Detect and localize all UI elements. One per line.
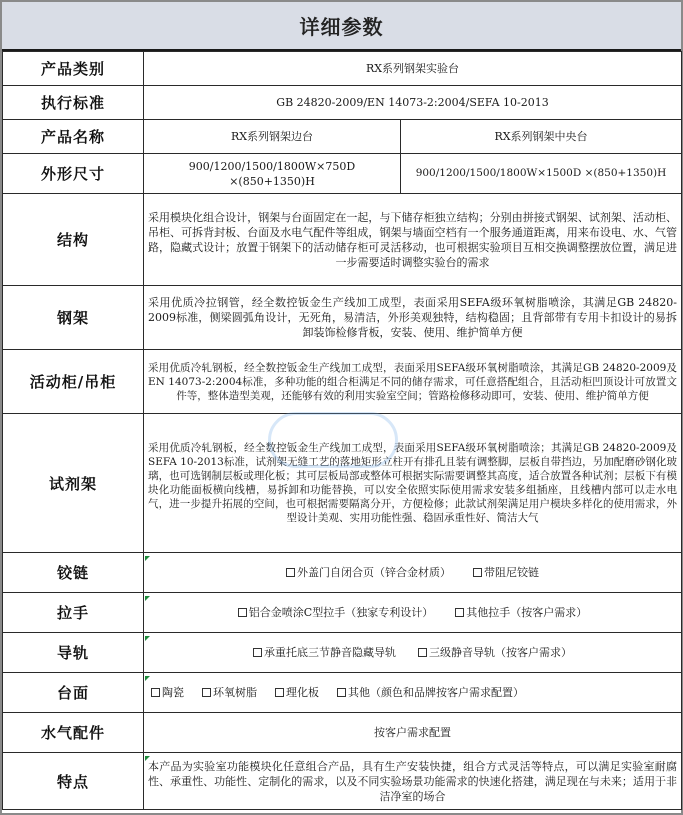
option-other-top[interactable]: 其他（颜色和品牌按客户需求配置） [337, 685, 524, 700]
checkbox-icon[interactable] [253, 648, 262, 657]
value-name-side: RX系列钢架边台 [144, 120, 401, 154]
checkbox-icon[interactable] [275, 688, 284, 697]
row-cabinet [3, 350, 682, 414]
corner-marker [145, 676, 150, 681]
label-countertop: 台面 [3, 673, 144, 713]
corner-marker [145, 596, 150, 601]
label-reagent-rack: 试剂架 [3, 414, 144, 553]
corner-marker [145, 636, 150, 641]
row-category [3, 52, 682, 86]
checkbox-icon[interactable] [337, 688, 346, 697]
label-structure: 结构 [3, 194, 144, 286]
corner-marker [145, 756, 150, 761]
row-handle [3, 593, 682, 633]
checkbox-icon[interactable] [202, 688, 211, 697]
row-rail [3, 633, 682, 673]
value-dimensions-side: 900/1200/1500/1800W×750D ×(850+1350)H [144, 154, 401, 194]
value-category: RX系列钢架实验台 [144, 52, 682, 86]
value-name-center: RX系列钢架中央台 [401, 120, 682, 154]
value-handle [144, 593, 682, 633]
option-phenolic[interactable]: 理化板 [275, 685, 319, 700]
checkbox-icon[interactable] [418, 648, 427, 657]
label-category: 产品类别 [3, 52, 144, 86]
label-handle: 拉手 [3, 593, 144, 633]
value-features: 本产品为实验室功能模块化任意组合产品，具有生产安装快捷，组合方式灵活等特点，可以满足实验室耐腐性、承重性、功能性、定制化的需求，以及不同实验场景功能需求的快速化搭建，满足现在与未来；适用于非洁净室的场合 [144, 753, 682, 810]
checkbox-icon[interactable] [473, 568, 482, 577]
row-hinge [3, 553, 682, 593]
label-name: 产品名称 [3, 120, 144, 154]
row-standard [3, 86, 682, 120]
row-name [3, 120, 682, 154]
row-fittings [3, 713, 682, 753]
option-hidden-rail[interactable]: 承重托底三节静音隐藏导轨 [253, 645, 396, 660]
option-damper-hinge[interactable]: 带阻尼铰链 [473, 565, 539, 580]
label-steel-frame: 钢架 [3, 286, 144, 350]
label-cabinet: 活动柜/吊柜 [3, 350, 144, 414]
value-countertop [144, 673, 682, 713]
label-standard: 执行标准 [3, 86, 144, 120]
label-hinge: 铰链 [3, 553, 144, 593]
option-ceramic[interactable]: 陶瓷 [151, 685, 184, 700]
value-rail [144, 633, 682, 673]
row-features [3, 753, 682, 810]
value-dimensions-center: 900/1200/1500/1800W×1500D ×(850+1350)H [401, 154, 682, 194]
value-cabinet: 采用优质冷轧钢板，经全数控钣金生产线加工成型，表面采用SEFA级环氧树脂喷涂，其满足GB 24820-2009及EN 14073-2:2004标准，多种功能的组合柜满足不同的储存需求，可任意搭配组合，且活动柜凹顶设计可放置文件等，整体造型美观，还能够有效的利用实验室空间；管路检修移动即可，安装、使用、维护简单方便 [144, 350, 682, 414]
value-hinge [144, 553, 682, 593]
value-standard: GB 24820-2009/EN 14073-2:2004/SEFA 10-2013 [144, 86, 682, 120]
spec-table [2, 51, 682, 810]
checkbox-icon[interactable] [286, 568, 295, 577]
value-reagent-rack: 采用优质冷轧钢板，经全数控钣金生产线加工成型，表面采用SEFA级环氧树脂喷涂；其满足GB 24820-2009及SEFA 10-2013标准，试剂架无缝工艺的落地矩形立柱开有排孔且装有调整脚，层板自带挡边，另加配磨砂钢化玻璃，也可选钢制层板或理化板；其可层板局部或整体可根据实际需要调整其高度，适合放置各种试剂；层板下有模块化功能面板横向线槽，易拆卸和功能替换，可以安全依照实际使用需求安装多组插座，且线槽内部可以走水电气，进一步提升拓展的空间，也可根据需要隔离分开，方便检修；此款试剂架满足用户模块多样化的使用需求，外型设计美观、实用功能性强、稳固承重性好、简洁大气 [144, 414, 682, 553]
corner-marker [145, 556, 150, 561]
row-steel-frame [3, 286, 682, 350]
row-structure [3, 194, 682, 286]
option-self-closing-hinge[interactable]: 外盖门自闭合页（锌合金材质） [286, 565, 451, 580]
checkbox-icon[interactable] [151, 688, 160, 697]
label-dimensions: 外形尺寸 [3, 154, 144, 194]
checkbox-icon[interactable] [455, 608, 464, 617]
option-silent-rail[interactable]: 三级静音导轨（按客户需求） [418, 645, 572, 660]
label-fittings: 水气配件 [3, 713, 144, 753]
option-other-handle[interactable]: 其他拉手（按客户需求） [455, 605, 587, 620]
value-fittings: 按客户需求配置 [144, 713, 682, 753]
option-c-handle[interactable]: 铝合金喷涂C型拉手（独家专利设计） [238, 605, 433, 620]
label-features: 特点 [3, 753, 144, 810]
label-rail: 导轨 [3, 633, 144, 673]
value-structure: 采用模块化组合设计，钢架与台面固定在一起，与下储存柜独立结构；分别由拼接式钢架、试剂架、活动柜、吊柜、可拆背封板、台面及水电气配件等组成，钢架与墙面空档有一个服务通道距离，用来布设电、水、气管路，隐藏式设计；放置于钢架下的活动储存柜可灵活移动，也可根据实验项目互相交换调整摆放位置，满足进一步需要适时调整实验台的需求 [144, 194, 682, 286]
row-countertop [3, 673, 682, 713]
value-steel-frame: 采用优质冷拉钢管，经全数控钣金生产线加工成型，表面采用SEFA级环氧树脂喷涂，其满足GB 24820-2009标准，侧梁圆弧角设计，无死角，易清洁，外形美观独特，结构稳固；且背部带有专用卡扣设计的易拆卸装饰检修背板，安装、使用、维护简单方便 [144, 286, 682, 350]
option-epoxy[interactable]: 环氧树脂 [202, 685, 257, 700]
sheet-title: 详细参数 [2, 2, 681, 51]
checkbox-icon[interactable] [238, 608, 247, 617]
row-reagent-rack [3, 414, 682, 553]
row-dimensions [3, 154, 682, 194]
